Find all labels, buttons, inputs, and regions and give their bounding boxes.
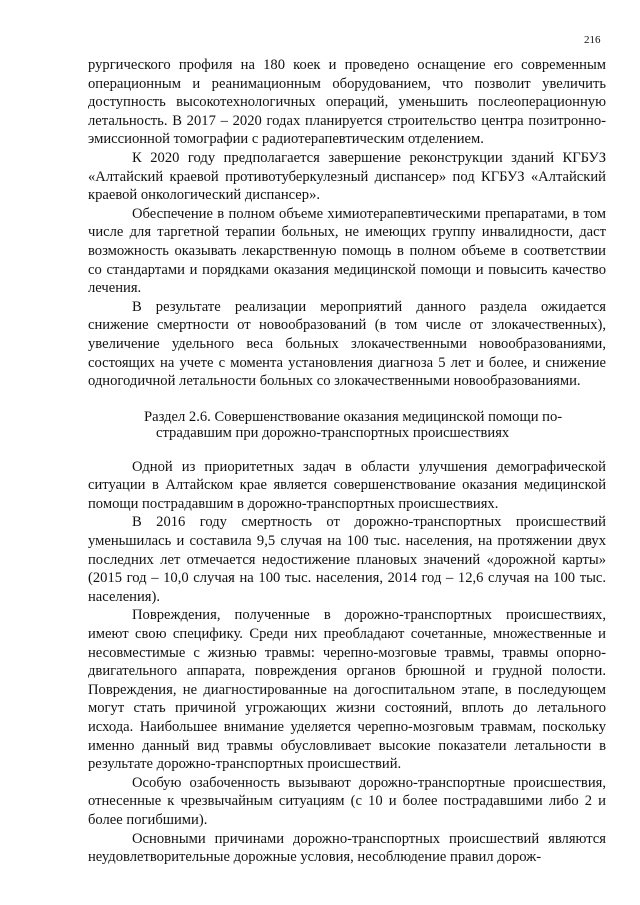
paragraph: В 2016 году смертность от дорожно-транспортных происшествий уменьшилась и составила 9,5 случая на 100 тыс. населения, на протяжении двух последних лет отмечается недостижение плановых значений «дорожной карты» (2015 год – 10,0 случая на 100 тыс. населения, 2014 год – 12,6 случая на 100 тыс. населения).: [88, 514, 606, 605]
section-heading: [88, 391, 606, 458]
section-heading-line1: Раздел 2.6. Совершенствование оказания медицинской помощи по-: [144, 408, 563, 425]
paragraph: Обеспечение в полном объеме химиотерапевтическими препаратами, в том числе для таргетной терапии больных, не имеющих группу инвалидности, даст возможность оказывать лекарственную помощь в полном объеме в соответствии со стандартами и порядками оказания медицинской помощи и повысить качество лечения.: [88, 205, 606, 297]
paragraph: Основными причинами дорожно-транспортных происшествий являются неудовлетворительные дорожные условия, несоблюдение правил дорож-: [88, 830, 606, 866]
paragraph: К 2020 году предполагается завершение реконструкции зданий КГБУЗ «Алтайский краевой противотуберкулезный диспансер» под КГБУЗ «Алтайский краевой онкологический диспансер».: [88, 149, 606, 204]
page-number: 216: [584, 34, 601, 46]
paragraph: Одной из приоритетных задач в области улучшения демографической ситуации в Алтайском крае является совершенствование оказания медицинской помощи пострадавшим в дорожно-транспортных происшествиях.: [88, 458, 606, 512]
paragraph: Особую озабоченность вызывают дорожно-транспортные происшествия, отнесенные к чрезвычайным ситуациям (с 10 и более пострадавшими либо 2 и более погибшими).: [88, 774, 606, 828]
document-body: [88, 56, 606, 867]
paragraph: В результате реализации мероприятий данного раздела ожидается снижение смертности от новообразований (в том числе от злокачественных), увеличение удельного веса больных злокачественными новообразованиями, состоящих на учете с момента установления диагноза 5 лет и более, и снижение одногодичной летальности больных со злокачественными новообразованиями.: [88, 298, 606, 390]
paragraph: рургического профиля на 180 коек и проведено оснащение его современным операционным и реанимационным оборудованием, что позволит увеличить доступность высокотехнологичных операций, уменьшить послеоперационную летальность. В 2017 – 2020 годах планируется строительство центра позитронно-эмиссионной томографии с радиотерапевтическим отделением.: [88, 57, 606, 148]
paragraph: Повреждения, полученные в дорожно-транспортных происшествиях, имеют свою специфику. Среди них преобладают сочетанные, множественные и несовместимые с жизнью травмы: черепно-мозговые травмы, травмы опорно-двигательного аппарата, повреждения органов брюшной и грудной полости. Повреждения, не диагностированные на догоспитальном этапе, в последующем могут стать причиной угрожающих жизни состояний, вплоть до летального исхода. Наибольшее внимание уделяется черепно-мозговым травмам, поскольку именно данный вид травмы обусловливает высокие показатели летальности в результате дорожно-транспортных происшествий.: [88, 607, 606, 773]
section-heading-line2: страдавшим при дорожно-транспортных происшествиях: [156, 425, 510, 442]
